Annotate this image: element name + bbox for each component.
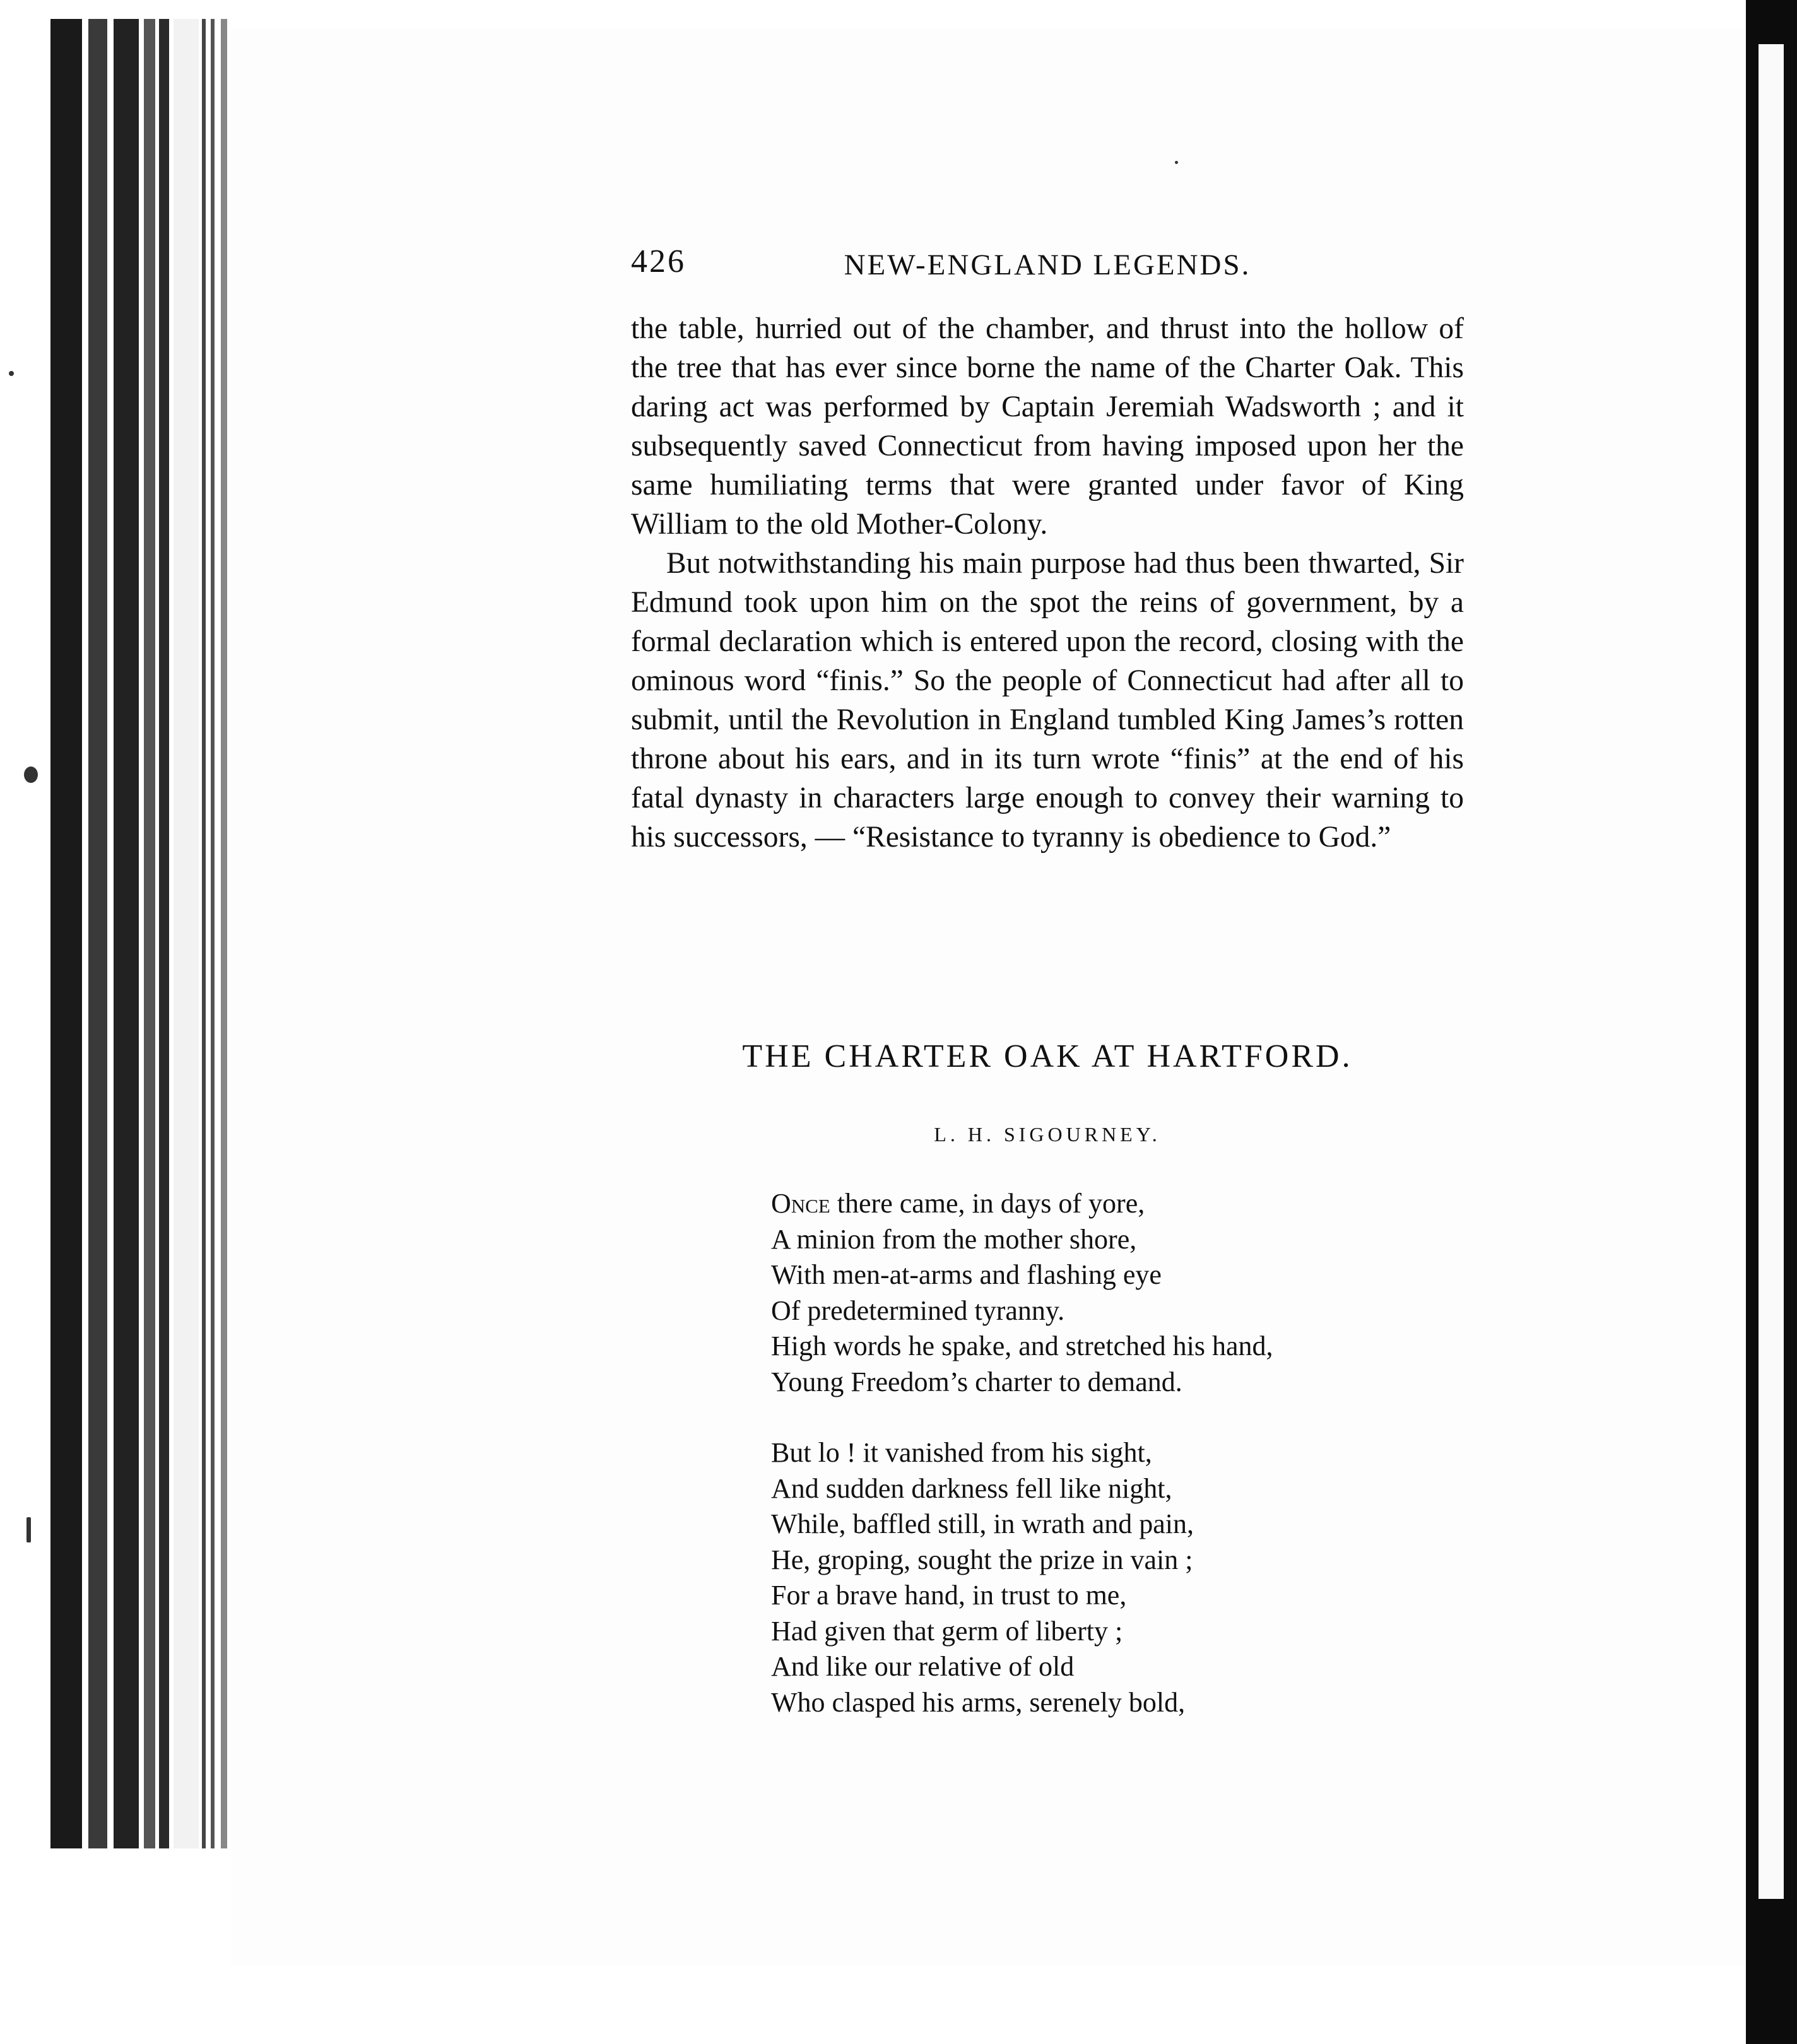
page-header bbox=[631, 243, 1464, 281]
body-text bbox=[631, 309, 1464, 857]
page-edge-band bbox=[159, 19, 169, 1848]
paragraph: But notwithstanding his main purpose had thus been thwarted, Sir Edmund took upon him on the spot the reins of government, by a formal declaration which is entered upon the record, closing with the ominous word “finis.” So the people of Connecticut had after all to submit, until the Revolution in England tumbled King James’s rotten throne about his ears, and in its turn wrote “finis” at the end of his fatal dynasty in characters large enough to convey their warning to his successors, — “Resistance to tyranny is obedience to God.” bbox=[631, 547, 1464, 854]
poem-stanza bbox=[771, 1186, 1465, 1400]
page-edge-band bbox=[114, 19, 139, 1848]
poem-line-text: there came, in days of yore, bbox=[830, 1188, 1145, 1219]
poem-line: For a brave hand, in trust to me, bbox=[771, 1580, 1127, 1611]
right-page-edge bbox=[1759, 44, 1784, 1899]
page-edge-band bbox=[144, 19, 155, 1848]
poem-line bbox=[771, 1186, 1465, 1222]
poem-line: Who clasped his arms, serenely bold, bbox=[771, 1686, 1186, 1718]
paragraph: the table, hurried out of the chamber, and thrust into the hollow of the tree that has ever since borne the name of the Charter Oak. This daring act was performed by Captain Jeremiah Wadsworth ; and it subsequently saved Connecticut from having imposed upon her the same humiliating terms that were granted under favor of King William to the old Mother-Colony. bbox=[631, 312, 1464, 541]
poem-line: A minion from the mother shore, bbox=[771, 1223, 1137, 1255]
poem-line: Had given that germ of liberty ; bbox=[771, 1615, 1123, 1647]
running-head: NEW-ENGLAND LEGENDS. bbox=[844, 249, 1251, 281]
page-edge-band bbox=[221, 19, 227, 1848]
poem-author: L. H. SIGOURNEY. bbox=[934, 1123, 1161, 1146]
page-edge-band bbox=[50, 19, 82, 1848]
page-edge-band bbox=[88, 19, 107, 1848]
poem-line: Young Freedom’s charter to demand. bbox=[771, 1366, 1182, 1397]
book-page-stack bbox=[0, 0, 230, 2044]
scan-speck bbox=[1175, 161, 1178, 164]
poem-line: He, groping, sought the prize in vain ; bbox=[771, 1544, 1193, 1575]
poem-line: Of predetermined tyranny. bbox=[771, 1295, 1065, 1326]
poem-line: With men-at-arms and flashing eye bbox=[771, 1259, 1162, 1290]
poem-line: High words he spake, and stretched his hand, bbox=[771, 1330, 1273, 1361]
poem-line: And sudden darkness fell like night, bbox=[771, 1472, 1172, 1504]
poem-stanza bbox=[771, 1435, 1465, 1720]
page-edge-band bbox=[202, 19, 206, 1848]
scan-speck bbox=[24, 766, 38, 783]
poem-line: And like our relative of old bbox=[771, 1651, 1075, 1682]
poem-title: THE CHARTER OAK AT HARTFORD. bbox=[742, 1038, 1353, 1074]
poem-line: While, baffled still, in wrath and pain, bbox=[771, 1508, 1194, 1539]
scan-speck bbox=[27, 1517, 31, 1542]
page-number: 426 bbox=[631, 244, 686, 279]
poem-first-word: Once bbox=[771, 1188, 830, 1219]
scan-speck bbox=[9, 371, 14, 376]
page-edge-band bbox=[174, 19, 199, 1848]
page-edge-band bbox=[211, 19, 215, 1848]
poem-line: But lo ! it vanished from his sight, bbox=[771, 1437, 1152, 1468]
